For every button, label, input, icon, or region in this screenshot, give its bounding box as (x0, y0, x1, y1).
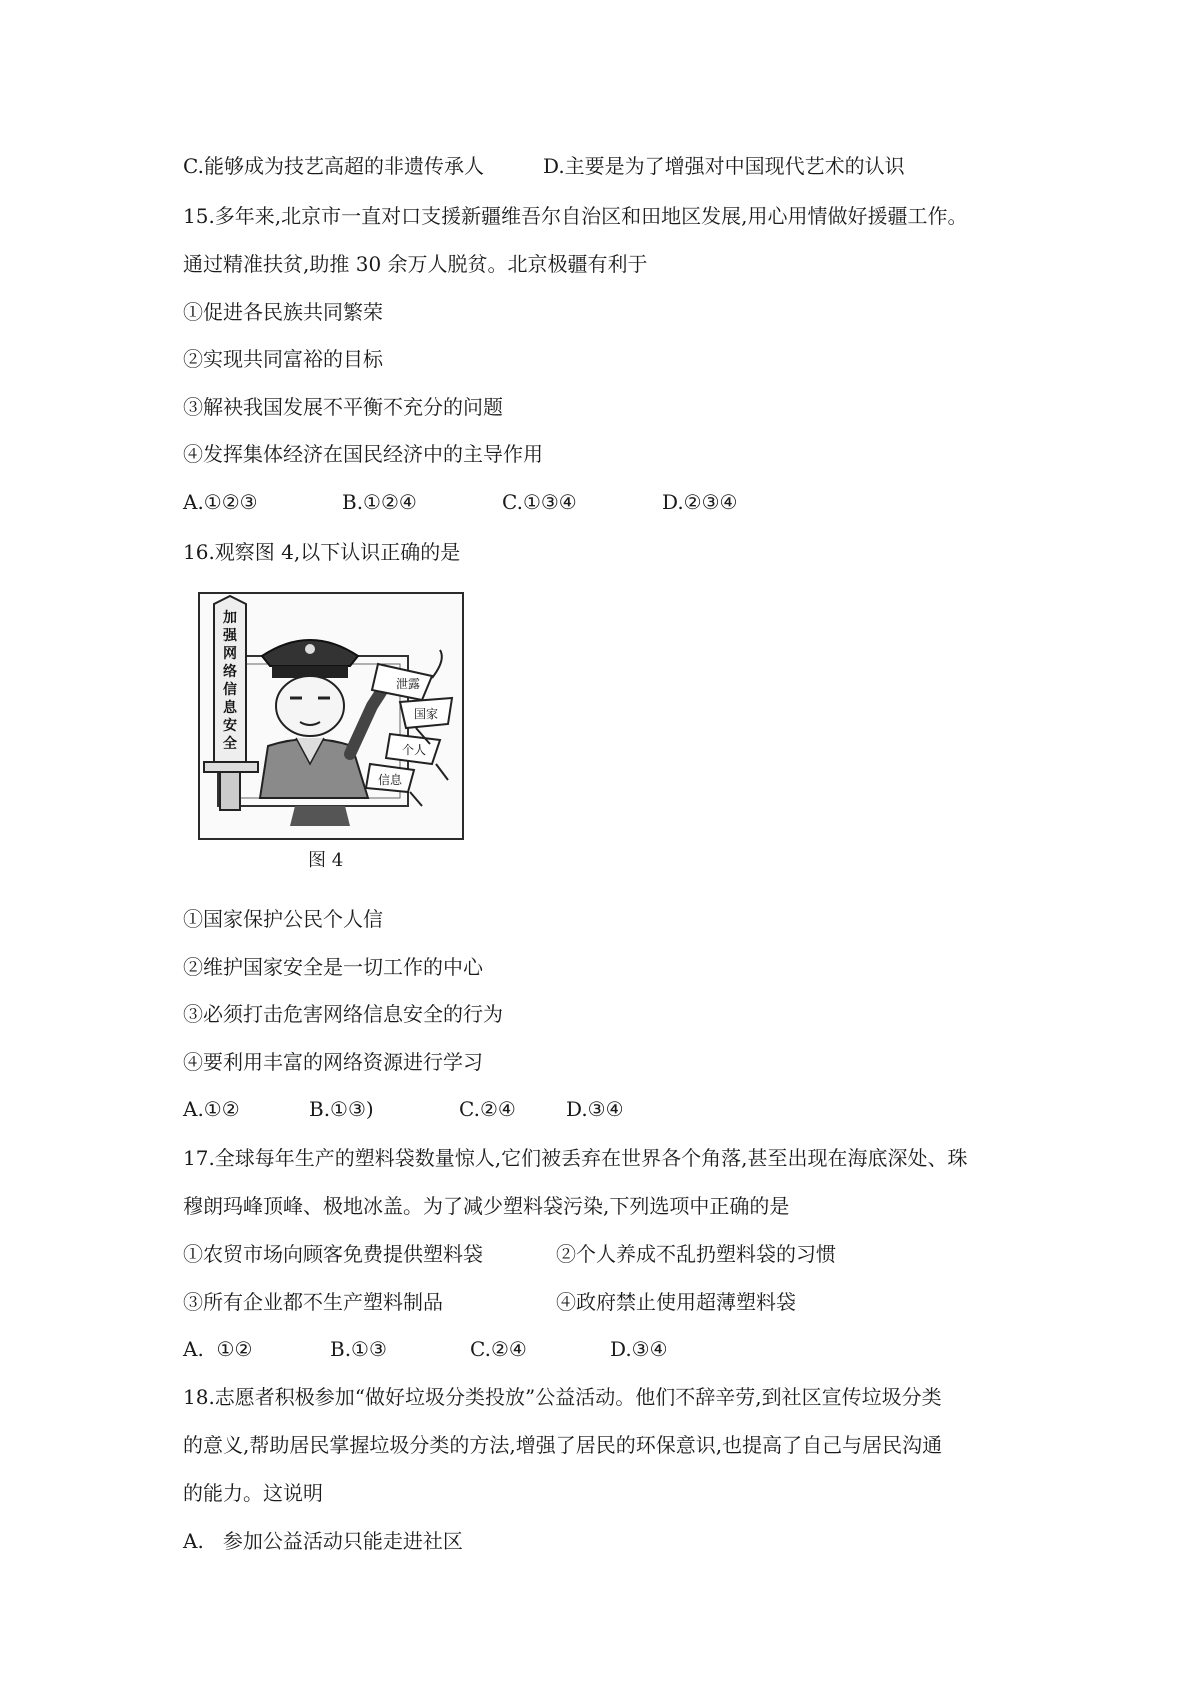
q17-option-c: C.②④ (470, 1337, 527, 1361)
sword-guard (204, 762, 258, 772)
q16-item-2: ②维护国家安全是一切工作的中心 (183, 955, 483, 979)
q17-stem-line2: 穆朗玛峰顶峰、极地冰盖。为了减少塑料袋污染,下列选项中正确的是 (183, 1194, 790, 1218)
q14-option-c: C.能够成为技艺高超的非遗传承人 (183, 154, 484, 178)
sword-char-4: 络 (223, 663, 237, 679)
q15-option-d: D.②③④ (662, 490, 738, 514)
police-face (276, 676, 344, 736)
q16-item-4: ④要利用丰富的网络资源进行学习 (183, 1050, 483, 1074)
q18-option-a: A. 参加公益活动只能走进社区 (183, 1529, 463, 1553)
sword-char-8: 全 (223, 735, 237, 751)
q15-item-2: ②实现共同富裕的目标 (183, 347, 383, 371)
q17-option-d: D.③④ (610, 1337, 668, 1361)
cartoon-illustration (200, 594, 462, 838)
q17-item-3: ③所有企业都不生产塑料制品 (183, 1290, 443, 1314)
q18-stem-line1: 18.志愿者积极参加“做好垃圾分类投放”公益活动。他们不辞辛劳,到社区宣传垃圾分类 (183, 1385, 942, 1409)
q15-item-3: ③解袂我国发展不平衡不充分的问题 (183, 395, 503, 419)
q17-item-1: ①农贸市场向顾客免费提供塑料袋 (183, 1242, 483, 1266)
q16-item-1: ①国家保护公民个人信 (183, 907, 383, 931)
sword-char-7: 安 (223, 717, 237, 733)
q17-item-4: ④政府禁止使用超薄塑料袋 (556, 1290, 796, 1314)
flag-leak-text: 泄露 (396, 677, 421, 691)
q16-option-a: A.①② (183, 1097, 240, 1121)
sword-char-2: 强 (223, 627, 237, 643)
figure-caption: 图 4 (308, 850, 344, 871)
q15-option-c: C.①③④ (502, 490, 577, 514)
q15-item-4: ④发挥集体经济在国民经济中的主导作用 (183, 442, 543, 466)
sword-char-1: 加 (223, 609, 237, 625)
q15-stem-line2: 通过精准扶贫,助推 30 余万人脱贫。北京极疆有利于 (183, 252, 648, 276)
q16-option-d: D.③④ (566, 1097, 624, 1121)
q15-stem-line1: 15.多年来,北京市一直对口支援新疆维吾尔自治区和田地区发展,用心用情做好援疆工作。 (183, 204, 968, 228)
monitor-stand (290, 806, 350, 826)
sword-char-6: 息 (223, 699, 237, 715)
q16-option-c: C.②④ (459, 1097, 516, 1121)
q18-stem-line3: 的能力。这说明 (183, 1481, 323, 1505)
flag-info-text: 信息 (378, 773, 403, 787)
sword-char-3: 网 (223, 645, 237, 661)
q14-option-d: D.主要是为了增强对中国现代艺术的认识 (543, 154, 905, 178)
q17-option-b: B.①③ (330, 1337, 387, 1361)
q16-option-b: B.①③) (309, 1097, 374, 1121)
flag-personal-text: 个人 (402, 743, 427, 757)
q17-item-2: ②个人养成不乱扔塑料袋的习惯 (556, 1242, 836, 1266)
sword-hilt (220, 772, 240, 810)
q16-item-3: ③必须打击危害网络信息安全的行为 (183, 1002, 503, 1026)
sword-char-5: 信 (223, 681, 237, 697)
flag-country-text: 国家 (414, 707, 439, 721)
cap-badge (305, 644, 315, 654)
q16-stem: 16.观察图 4,以下认识正确的是 (183, 540, 461, 564)
q15-option-a: A.①②③ (183, 490, 258, 514)
q18-stem-line2: 的意义,帮助居民掌握垃圾分类的方法,增强了居民的环保意识,也提高了自己与居民沟通 (183, 1433, 943, 1457)
q17-stem-line1: 17.全球每年生产的塑料袋数量惊人,它们被丢弃在世界各个角落,甚至出现在海底深处、珠 (183, 1146, 968, 1170)
q17-option-a: A. ①② (183, 1337, 253, 1361)
cartoon-figure (198, 592, 464, 840)
q15-option-b: B.①②④ (342, 490, 417, 514)
q15-item-1: ①促进各民族共同繁荣 (183, 300, 383, 324)
